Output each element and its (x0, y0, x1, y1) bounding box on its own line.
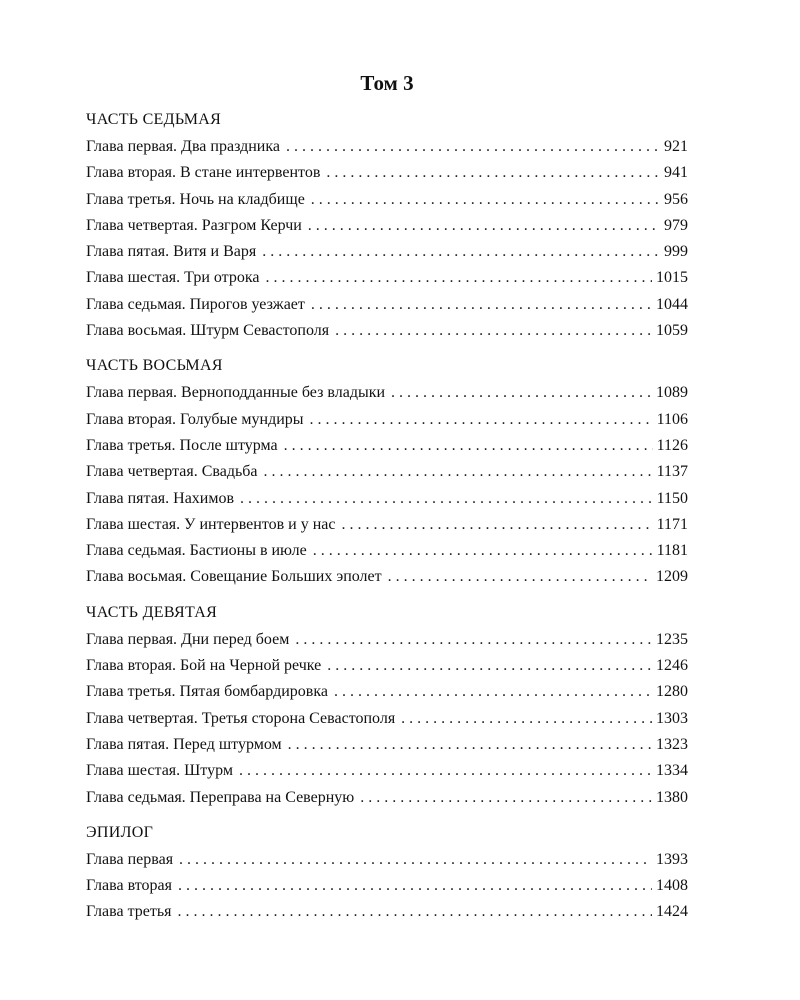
dot-leader (239, 758, 652, 784)
dot-leader (326, 160, 660, 186)
toc-entry-title: Глава шестая. Три отрока (86, 269, 260, 287)
dot-leader (179, 847, 652, 873)
toc-section (86, 356, 688, 590)
toc-entry-page-number: 1106 (656, 410, 688, 428)
toc-entry-page-number: 1044 (656, 295, 688, 313)
toc-entry-title: Глава третья. Ночь на кладбище (86, 190, 305, 208)
toc-entry[interactable] (86, 239, 688, 265)
dot-leader (401, 706, 652, 732)
toc-entry-page-number: 1059 (656, 322, 688, 340)
toc-entry-page-number: 1126 (656, 436, 688, 454)
toc-entry-title: Глава вторая (86, 877, 172, 895)
toc-sections (86, 110, 688, 926)
toc-entry-page-number: 1089 (656, 384, 688, 402)
toc-entry[interactable] (86, 292, 688, 318)
toc-entry-title: Глава пятая. Витя и Варя (86, 243, 257, 261)
toc-entry[interactable] (86, 433, 688, 459)
dot-leader (178, 899, 652, 925)
toc-entry[interactable] (86, 679, 688, 705)
toc-entry[interactable] (86, 486, 688, 512)
dot-leader (286, 134, 660, 160)
dot-leader (327, 653, 652, 679)
toc-entry-title: Глава пятая. Нахимов (86, 489, 235, 507)
toc-entry[interactable] (86, 318, 688, 344)
toc-entry[interactable] (86, 134, 688, 160)
toc-entry[interactable] (86, 407, 688, 433)
dot-leader (341, 512, 652, 538)
toc-section (86, 823, 688, 926)
dot-leader (295, 627, 652, 653)
toc-entry[interactable] (86, 706, 688, 732)
toc-entry[interactable] (86, 732, 688, 758)
toc-entry[interactable] (86, 873, 688, 899)
toc-entry-title: Глава первая. Два праздника (86, 138, 280, 155)
toc-entry-title: Глава седьмая. Бастионы в июле (86, 542, 307, 560)
dot-leader (264, 459, 653, 485)
toc-section (86, 110, 688, 344)
toc-entry-page-number: 1323 (656, 735, 688, 753)
toc-entry-title: Глава шестая. Штурм (86, 762, 233, 780)
dot-leader (360, 785, 652, 811)
toc-entry-page-number: 1015 (656, 269, 688, 287)
toc-entry-page-number: 1280 (656, 683, 688, 701)
toc-entry-title: Глава четвертая. Свадьба (86, 463, 258, 481)
dot-leader (311, 187, 660, 213)
toc-entry-page-number: 1235 (656, 630, 688, 648)
toc-entry-title: Глава первая. Дни перед боем (86, 630, 290, 648)
toc-entry-page-number: 1380 (656, 788, 688, 806)
dot-leader (288, 732, 652, 758)
toc-entry[interactable] (86, 512, 688, 538)
dot-leader (388, 564, 652, 590)
toc-entry-page-number: 921 (664, 138, 688, 155)
toc-entry[interactable] (86, 265, 688, 291)
toc-entry-page-number: 1334 (656, 762, 688, 780)
section-title: ЭПИЛОГ (86, 823, 154, 841)
toc-entry-title: Глава третья. После штурма (86, 436, 278, 454)
toc-entry[interactable] (86, 564, 688, 590)
toc-entry[interactable] (86, 653, 688, 679)
toc-entry[interactable] (86, 758, 688, 784)
toc-entry-title: Глава четвертая. Разгром Керчи (86, 216, 302, 234)
toc-entry-title: Глава седьмая. Пирогов уезжает (86, 295, 305, 313)
dot-leader (313, 538, 653, 564)
section-title: ЧАСТЬ ВОСЬМАЯ (86, 357, 223, 375)
toc-entry-page-number: 1408 (656, 877, 688, 895)
section-title: ЧАСТЬ ДЕВЯТАЯ (86, 603, 218, 621)
toc-entry-page-number: 1424 (656, 903, 688, 921)
toc-entry-page-number: 1303 (656, 709, 688, 727)
dot-leader (335, 318, 652, 344)
toc-entry-page-number: 1246 (656, 657, 688, 675)
toc-entry[interactable] (86, 459, 688, 485)
toc-entry-page-number: 1150 (656, 489, 688, 507)
dot-leader (308, 213, 660, 239)
toc-entry[interactable] (86, 627, 688, 653)
toc-entry-title: Глава восьмая. Совещание Больших эполет (86, 568, 382, 586)
toc-entry[interactable] (86, 899, 688, 925)
toc-entry-page-number: 956 (664, 190, 688, 208)
dot-leader (391, 380, 652, 406)
toc-entry[interactable] (86, 785, 688, 811)
toc-entry[interactable] (86, 160, 688, 186)
toc-entry-page-number: 979 (664, 216, 688, 234)
toc-entry-title: Глава третья. Пятая бомбардировка (86, 683, 328, 701)
toc-entry-title: Глава вторая. Бой на Черной речке (86, 657, 322, 675)
dot-leader (284, 433, 653, 459)
toc-entry-page-number: 1137 (656, 463, 688, 481)
volume-title: Том 3 (360, 71, 414, 95)
toc-entry-page-number: 941 (664, 164, 688, 182)
toc-entry[interactable] (86, 380, 688, 406)
dot-leader (311, 292, 652, 318)
dot-leader (262, 239, 660, 265)
toc-entry-title: Глава четвертая. Третья сторона Севастополя (86, 709, 396, 727)
toc-entry[interactable] (86, 213, 688, 239)
toc-entry-title: Глава первая (86, 850, 174, 868)
toc-entry-title: Глава вторая. В стане интервентов (86, 164, 321, 182)
toc-entry[interactable] (86, 847, 688, 873)
dot-leader (178, 873, 652, 899)
toc-entry-page-number: 1393 (656, 850, 688, 868)
toc-entry-title: Глава первая. Верноподданные без владыки (86, 384, 386, 402)
section-title: ЧАСТЬ СЕДЬМАЯ (86, 111, 222, 128)
dot-leader (240, 486, 653, 512)
toc-entry-page-number: 1209 (656, 568, 688, 586)
toc-entry-title: Глава вторая. Голубые мундиры (86, 410, 304, 428)
toc-entry-page-number: 999 (664, 243, 688, 261)
toc-page (86, 70, 688, 938)
toc-entry-title: Глава шестая. У интервентов и у нас (86, 515, 336, 533)
dot-leader (334, 679, 652, 705)
dot-leader (265, 265, 652, 291)
dot-leader (310, 407, 653, 433)
toc-entry[interactable] (86, 538, 688, 564)
toc-entry-title: Глава третья (86, 903, 172, 921)
toc-entry-title: Глава седьмая. Переправа на Северную (86, 788, 355, 806)
toc-entry-page-number: 1181 (656, 542, 688, 560)
toc-entry[interactable] (86, 187, 688, 213)
toc-entry-title: Глава восьмая. Штурм Севастополя (86, 322, 330, 340)
toc-entry-title: Глава пятая. Перед штурмом (86, 735, 282, 753)
toc-section (86, 603, 688, 811)
toc-entry-page-number: 1171 (656, 515, 688, 533)
